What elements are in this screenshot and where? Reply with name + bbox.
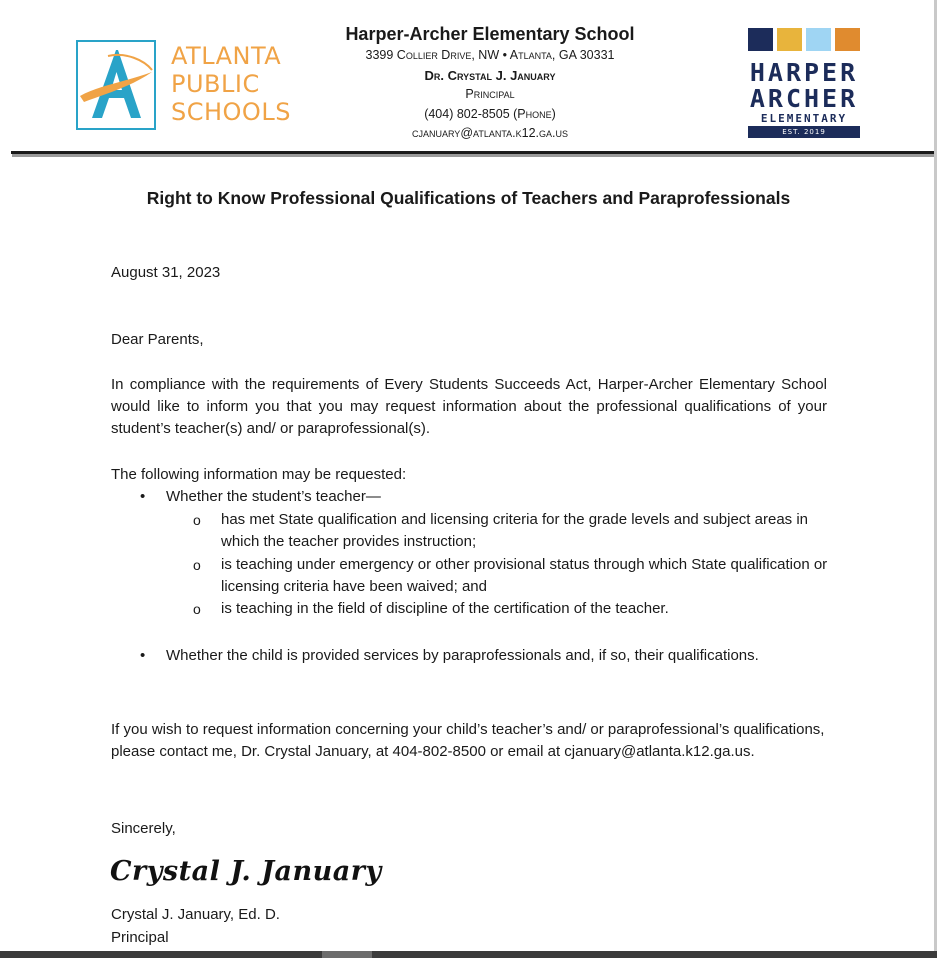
contact-paragraph: If you wish to request information concerning your child’s teacher’s and/ or paraprofessional’s qualifications, please contact me, Dr. Crystal January, at 404-802-8500 or email at cjanuary@atlanta.k12.ga.us. — [111, 721, 825, 761]
bullet-text: Whether the child is provided services by paraprofessionals and, if so, their qualifications. — [166, 647, 759, 664]
signature: Crystal J. January — [110, 856, 382, 887]
hollow-bullet-icon: o — [193, 512, 201, 528]
closing: Sincerely, — [111, 820, 176, 837]
logo-square-gold — [777, 28, 802, 51]
school-phone: (404) 802-8505 (Phone) — [424, 106, 556, 121]
bottom-scrollbar[interactable] — [0, 951, 937, 958]
aps-a-mark-icon — [76, 40, 156, 130]
principal-title: Principal — [465, 87, 515, 101]
ha-logo-word-2: ARCHER — [749, 84, 859, 113]
scrollbar-thumb[interactable] — [322, 951, 372, 958]
signer-name: Crystal J. January, Ed. D. — [111, 906, 280, 923]
aps-logo-line-1: ATLANTA — [171, 42, 282, 70]
atlanta-public-schools-logo — [76, 40, 291, 132]
ha-logo-word-3: ELEMENTARY — [760, 112, 848, 125]
ha-logo-word-1: HARPER — [749, 58, 859, 87]
sub-item-text: is teaching under emergency or other provisional status through which State qualification or licensing criteria have been waived; and — [221, 556, 828, 596]
list-intro: The following information may be requested: — [111, 466, 407, 483]
hollow-bullet-icon: o — [193, 601, 201, 617]
school-email: cjanuary@atlanta.k12.ga.us — [411, 126, 569, 140]
logo-square-light-blue — [806, 28, 831, 51]
signer-title: Principal — [111, 929, 169, 946]
aps-logo-line-3: SCHOOLS — [171, 98, 291, 126]
hollow-bullet-icon: o — [193, 557, 201, 573]
logo-square-navy — [748, 28, 773, 51]
salutation: Dear Parents, — [111, 331, 204, 348]
principal-name: Dr. Crystal J. January — [424, 67, 556, 83]
ha-logo-est: EST. 2019 — [748, 126, 860, 138]
letter-title: Right to Know Professional Qualifications of Teachers and Paraprofessionals — [146, 188, 791, 208]
logo-square-orange — [835, 28, 860, 51]
bullet-icon: • — [140, 488, 146, 505]
bullet-icon: • — [140, 647, 146, 664]
aps-logo-line-2: PUBLIC — [171, 70, 260, 98]
intro-paragraph: In compliance with the requirements of Every Students Succeeds Act, Harper-Archer Elementary School would like to inform you that you may request information about the professional qualifications of your student’s teacher(s) and/ or paraprofessional(s). — [111, 376, 827, 438]
harper-archer-logo — [746, 26, 864, 142]
school-name: Harper-Archer Elementary School — [345, 24, 635, 44]
header-divider-shadow — [12, 154, 935, 157]
school-address: 3399 Collier Drive, NW • Atlanta, GA 30331 — [365, 48, 615, 62]
sub-item-text: is teaching in the field of discipline of the certification of the teacher. — [221, 600, 669, 617]
letter-date: August 31, 2023 — [111, 264, 221, 281]
school-info-block — [290, 22, 690, 144]
sub-item-text: has met State qualification and licensing criteria for the grade levels and subject areas in which the teacher provides instruction; — [221, 511, 808, 551]
bullet-text: Whether the student’s teacher— — [166, 488, 381, 505]
